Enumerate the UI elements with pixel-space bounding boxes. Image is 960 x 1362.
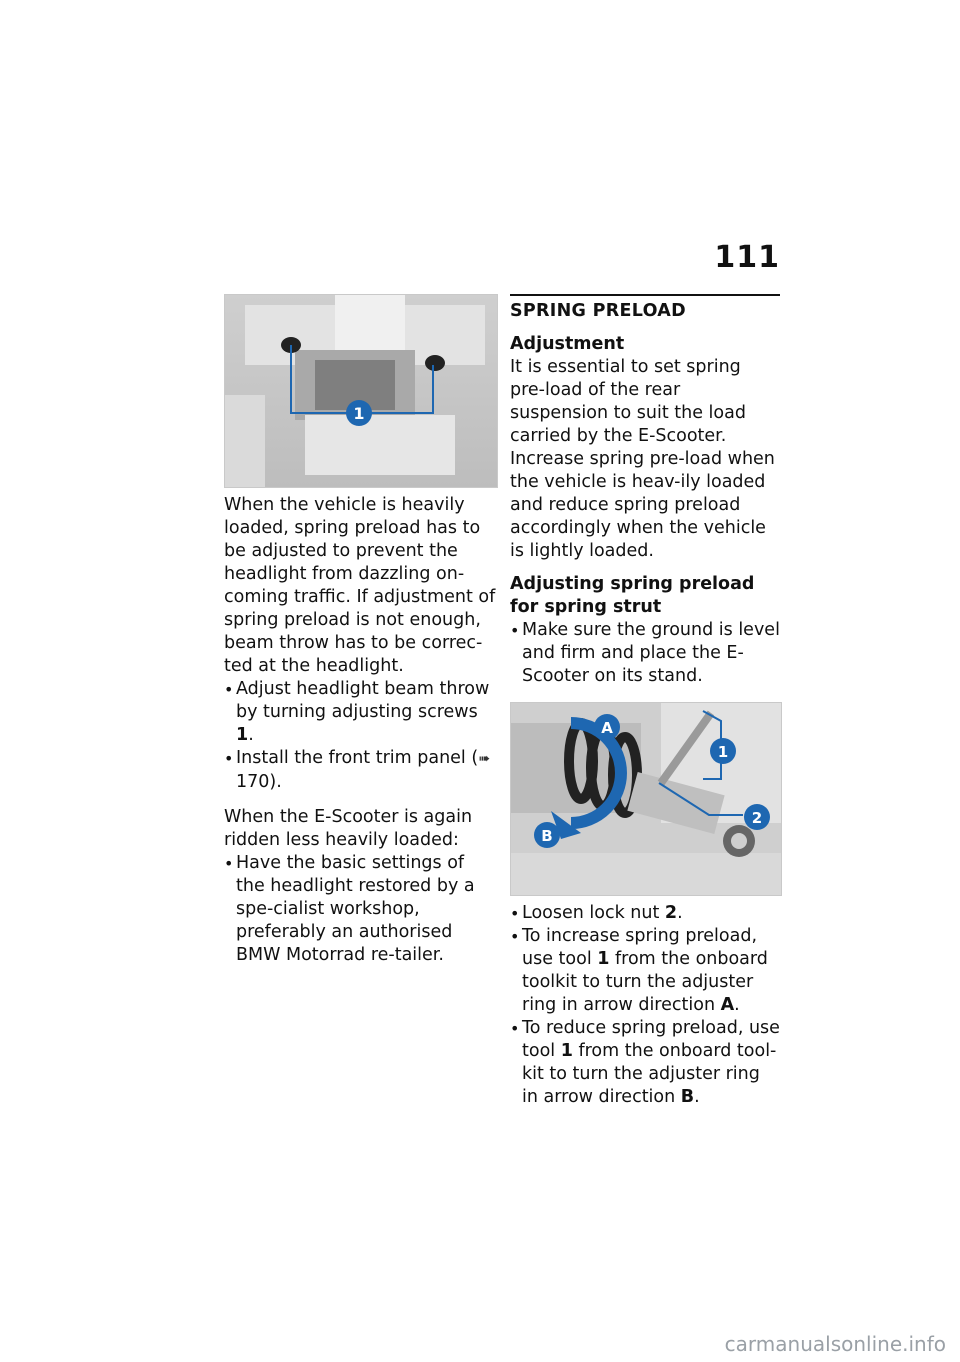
subheading-adjustment: Adjustment xyxy=(510,334,625,354)
left-column xyxy=(224,294,496,967)
bullet-icon: • xyxy=(510,621,520,640)
section-title: SPRING PRELOAD xyxy=(510,294,780,327)
list-item: • To reduce spring preload, use tool 1 from the onboard tool-kit to turn the adjuster ring in arrow direction B. xyxy=(510,1018,780,1107)
intro-paragraph: When the vehicle is heavily loaded, spring preload has to be adjusted to prevent the headlight from dazzling on-coming traffic. If adjustment of spring preload is not enough, beam throw has to be correc-ted at the headlight. xyxy=(224,495,496,676)
bullet-icon: • xyxy=(224,854,234,873)
unloaded-paragraph: When the E-Scooter is again ridden less heavily loaded: xyxy=(224,807,473,850)
headlight-figure xyxy=(224,294,498,488)
list-item: • To increase spring preload, use tool 1 from the onboard toolkit to turn the adjuster ring in arrow direction A. xyxy=(510,926,768,1015)
spring-strut-figure xyxy=(510,702,782,896)
bullet-icon: • xyxy=(510,904,520,923)
preparation-steps xyxy=(510,619,780,688)
bullet-icon: • xyxy=(510,927,520,946)
callout-1-label: 1 xyxy=(717,743,729,761)
bullet-icon: • xyxy=(510,1019,520,1038)
headlight-adjust-illustration xyxy=(225,295,497,487)
watermark: carmanualsonline.info xyxy=(724,1332,946,1356)
list-item: • Have the basic settings of the headlight restored by a spe-cialist workshop, preferably an authorised BMW Motorrad re-tailer. xyxy=(224,853,475,965)
callout-1-label: 1 xyxy=(353,404,365,423)
callout-a-label: A xyxy=(601,719,613,737)
bullet-icon: • xyxy=(224,749,234,768)
adjustment-paragraph: It is essential to set spring pre-load of the rear suspension to suit the load carried by the E-Scooter. Increase spring pre-load when the vehicle is heav-ily loaded and reduce spring preload accordingly when the vehicle is lightly loaded. xyxy=(510,357,775,561)
page-number: 111 xyxy=(714,240,780,275)
page-reference-arrow-icon: ➠ xyxy=(478,751,490,767)
callout-2-label: 2 xyxy=(751,809,763,827)
list-item: • Adjust headlight beam throw by turning adjusting screws 1. xyxy=(224,679,490,745)
list-item: • Make sure the ground is level and firm and place the E-Scooter on its stand. xyxy=(510,620,780,686)
headlight-steps xyxy=(224,678,496,794)
restore-steps xyxy=(224,852,496,967)
bullet-icon: • xyxy=(224,680,234,699)
preload-steps xyxy=(510,902,780,1109)
callout-b-label: B xyxy=(541,827,553,845)
subheading-spring-strut: Adjusting spring preload for spring strut xyxy=(510,574,755,617)
right-column xyxy=(510,294,780,1109)
spring-strut-illustration xyxy=(511,703,781,895)
list-item: • Install the front trim panel (➠ 170). xyxy=(224,748,490,792)
list-item: • Loosen lock nut 2. xyxy=(510,903,683,923)
